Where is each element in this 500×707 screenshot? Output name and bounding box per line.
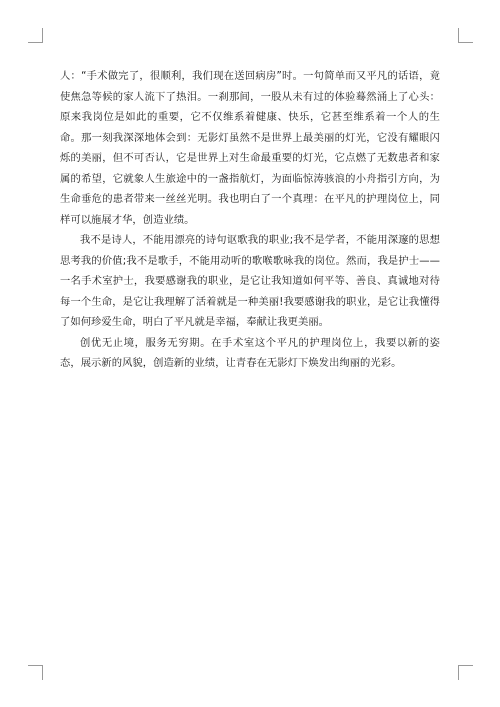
crop-mark-top-right xyxy=(458,28,473,43)
document-body xyxy=(60,66,440,374)
paragraph-1: 人：“手术做完了，很顺利，我们现在送回病房”时。一句简单而又平凡的话语，竟使焦急等候的家人流下了热泪。一刹那间，一股从未有过的体验蓦然涌上了心头：原来我岗位是如此的重要，它不仅维系着健康、快乐，它甚至维系着一个人的生命。那一刻我深深地体会到：无影灯虽然不是世界上最美丽的灯光，它没有耀眼闪烁的美丽，但不可否认，它是世界上对生命最重要的灯光，它点燃了无数患者和家属的希望，它就象人生旅途中的一盏指航灯，为面临惊涛骇浪的小舟指引方向，为生命垂危的患者带来一丝丝光明。我也明白了一个真理：在平凡的护理岗位上，同样可以施展才华，创造业绩。 xyxy=(60,70,440,226)
crop-mark-bottom-left xyxy=(28,665,43,680)
crop-mark-bottom-right xyxy=(458,665,473,680)
paragraph-2: 我不是诗人，不能用漂亮的诗句讴歌我的职业;我不是学者，不能用深邃的思想思考我的价值;我不是歌手，不能用动听的歌喉歌咏我的岗位。然而，我是护士——一名手术室护士，我要感谢我的职业，是它让我知道如何平等、善良、真诚地对待每一个生命，是它让我理解了活着就是一种美丽!我要感谢我的职业，是它让我懂得了如何珍爱生命，明白了平凡就是幸福，奉献让我更美丽。 xyxy=(60,234,440,328)
crop-mark-top-left xyxy=(28,28,43,43)
paragraph-3: 创优无止境，服务无穷期。在手术室这个平凡的护理岗位上，我要以新的姿态，展示新的风貌，创造新的业绩，让青春在无影灯下焕发出绚丽的光彩。 xyxy=(60,336,440,369)
